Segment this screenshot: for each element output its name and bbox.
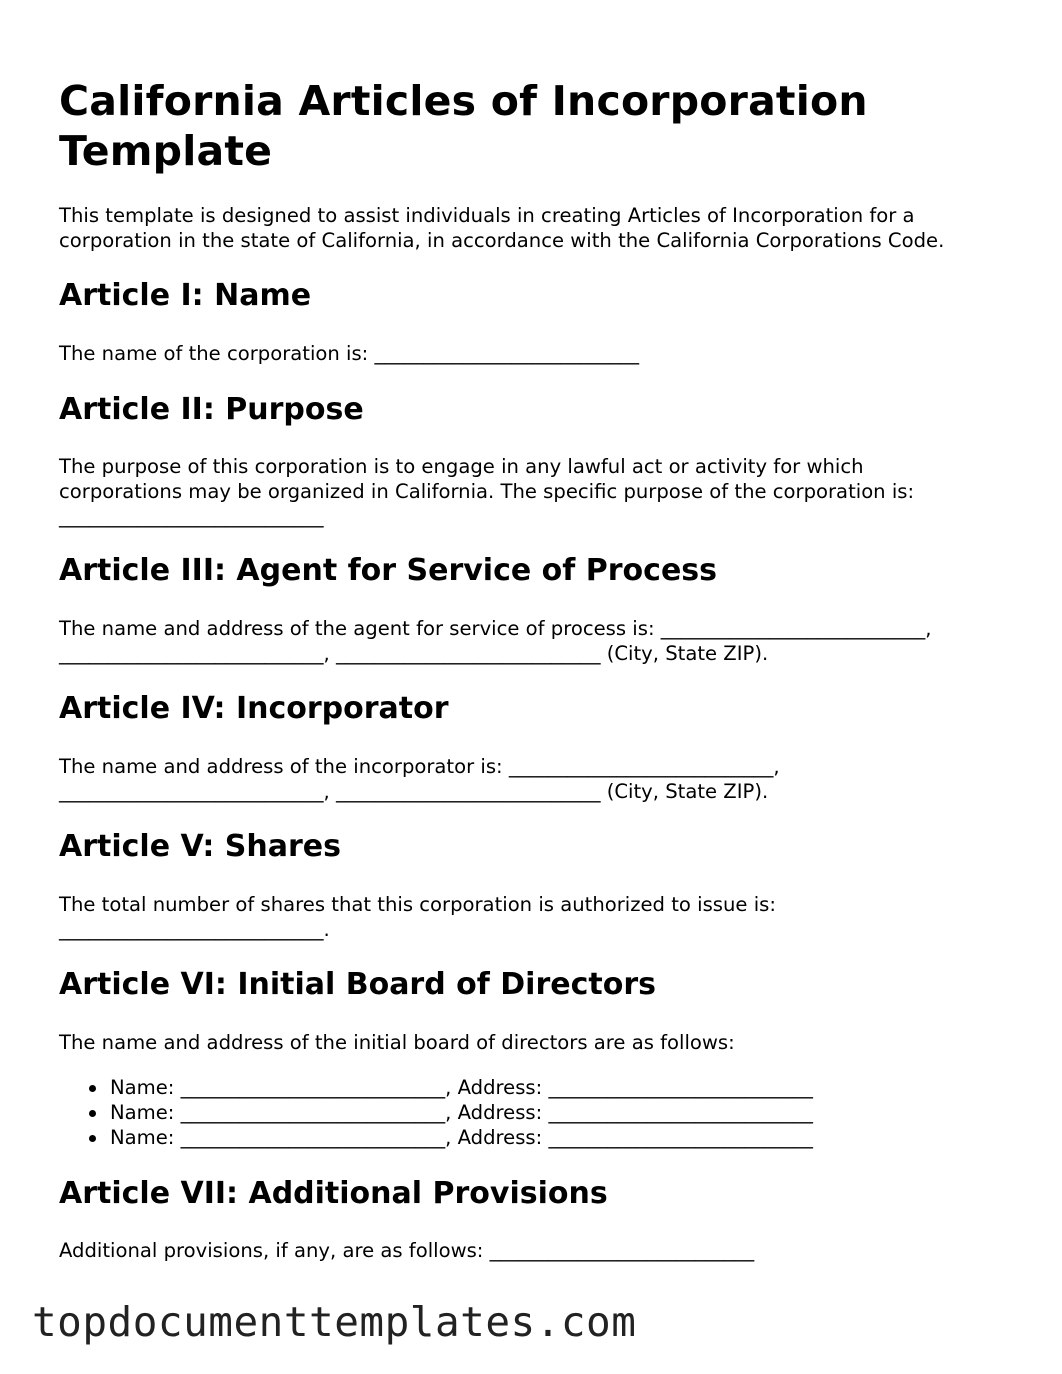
director-list-item: Name: ___________________________, Address: ___________________________	[59, 1075, 813, 1100]
article-4-heading: Article IV: Incorporator	[59, 691, 449, 726]
article-2-line-1: The purpose of this corporation is to engage in any lawful act or activity for which	[59, 455, 864, 478]
article-6-heading: Article VI: Initial Board of Directors	[59, 967, 656, 1002]
document-title: California Articles of Incorporation Template	[59, 77, 868, 175]
director-list-item: Name: ___________________________, Address: ___________________________	[59, 1125, 813, 1150]
directors-list	[59, 1075, 813, 1150]
article-7-heading: Article VII: Additional Provisions	[59, 1176, 608, 1211]
article-1-heading: Article I: Name	[59, 278, 312, 313]
watermark: topdocumenttemplates.com	[32, 1298, 637, 1346]
intro-paragraph: This template is designed to assist individuals in creating Articles of Incorporation for a corporation in the state of California, in accordance with the California Corporations Code.	[59, 204, 945, 252]
article-3-line-2: ___________________________, ___________________________ (City, State ZIP).	[59, 642, 769, 665]
article-2-line-3: ___________________________	[59, 505, 324, 528]
article-7-text: Additional provisions, if any, are as follows: ___________________________	[59, 1239, 755, 1262]
director-list-item: Name: ___________________________, Address: ___________________________	[59, 1100, 813, 1125]
article-5-line-1: The total number of shares that this corporation is authorized to issue is:	[59, 893, 776, 916]
article-6-text: The name and address of the initial board of directors are as follows:	[59, 1031, 735, 1054]
article-1-text: The name of the corporation is: ___________________________	[59, 342, 640, 365]
article-5-heading: Article V: Shares	[59, 829, 342, 864]
article-3-heading: Article III: Agent for Service of Process	[59, 553, 718, 588]
article-5-line-2: ___________________________.	[59, 918, 330, 941]
article-4-line-1: The name and address of the incorporator is: ___________________________,	[59, 755, 780, 778]
article-2-line-2: corporations may be organized in California. The specific purpose of the corporation is:	[59, 480, 915, 503]
article-3-line-1: The name and address of the agent for service of process is: ___________________________,	[59, 617, 932, 640]
article-4-line-2: ___________________________, ___________________________ (City, State ZIP).	[59, 780, 769, 803]
article-2-heading: Article II: Purpose	[59, 392, 364, 427]
